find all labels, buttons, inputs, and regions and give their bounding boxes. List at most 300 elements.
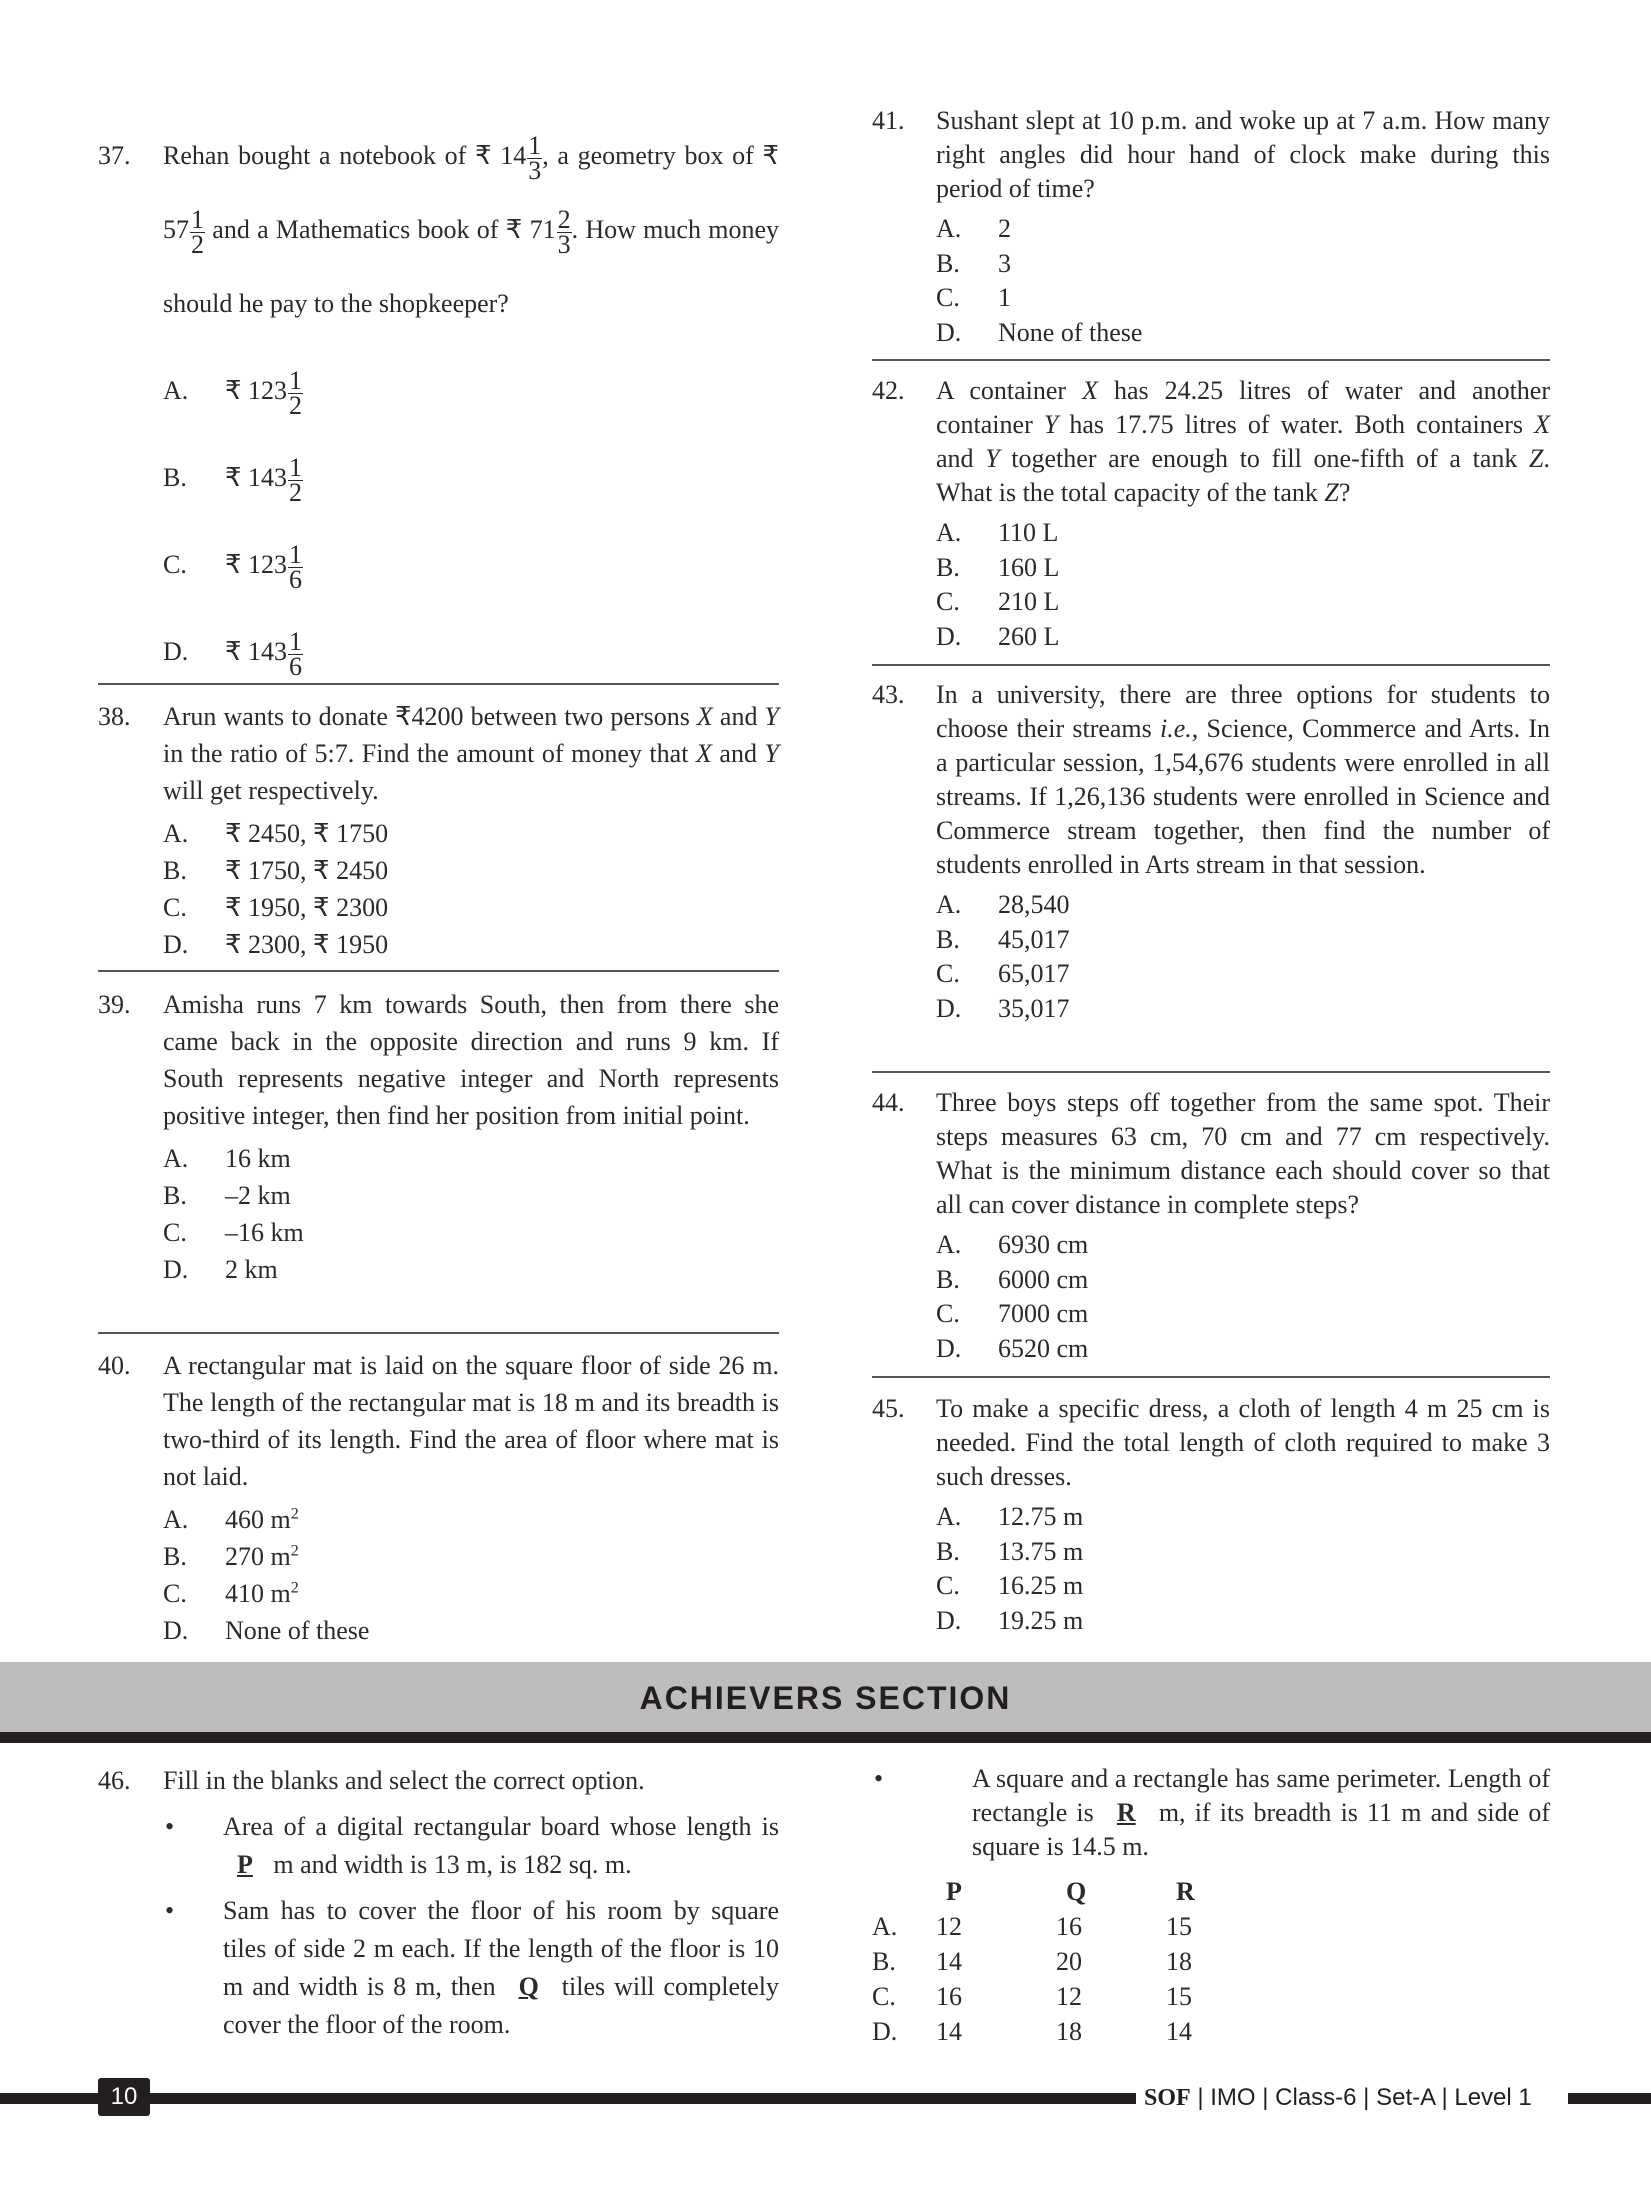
text-run: 160 L <box>998 552 1060 582</box>
text-run: ₹ 1750, ₹ 2450 <box>225 856 389 885</box>
option-a <box>936 516 1550 551</box>
text-run: and a Mathematics book of ₹ <box>205 215 530 244</box>
text-run: 35,017 <box>998 993 1070 1023</box>
mixed-fraction <box>248 539 303 594</box>
text-run: To make a specific dress, a cloth of length 4 m 25 cm is needed. Find the total length of cloth required to make 3 such dresses. <box>936 1394 1550 1491</box>
option-a <box>936 1500 1550 1535</box>
text-run: Three boys steps off together from the same spot. Their steps measures 63 cm, 70 cm and 77 cm respectively. What is the minimum distance each should cover so that all can cover distance in complete steps? <box>936 1088 1550 1219</box>
option-c <box>936 585 1550 620</box>
option-value <box>225 926 388 963</box>
table-row <box>872 1944 1372 1979</box>
text-run: ₹ <box>225 637 249 666</box>
option-value <box>998 212 1011 247</box>
option-d <box>163 1251 779 1288</box>
text-run: in the ratio of 5:7. Find the amount of money that <box>163 739 696 768</box>
question-44 <box>872 1086 1550 1366</box>
question-45 <box>872 1392 1550 1638</box>
table-row <box>872 1979 1372 2014</box>
footer-info <box>1144 2080 1532 2116</box>
column-header: P <box>946 1877 962 1906</box>
numerator: 1 <box>289 626 303 656</box>
text-run: 6000 cm <box>998 1264 1089 1294</box>
whole: 143 <box>248 463 288 492</box>
text-run: m, if its breadth is 11 m and side of square is 14.5 m. <box>972 1798 1550 1861</box>
text-run: 270 m <box>225 1542 291 1571</box>
question-37 <box>98 119 779 695</box>
option-letter: D. <box>163 930 189 959</box>
text-run: A rectangular mat is laid on the square floor of side 26 m. The length of the rectangular mat is 18 m and its breadth is two-third of its length. Find the area of floor where mat is not laid. <box>163 1351 779 1491</box>
text-run: ₹ 1950, ₹ 2300 <box>225 893 389 922</box>
option-b <box>936 923 1550 958</box>
page-number: 10 <box>98 2078 150 2116</box>
option-value <box>225 521 303 608</box>
divider <box>872 664 1550 666</box>
text-run: has 17.75 litres of water. Both containers <box>1058 410 1535 439</box>
denominator: 2 <box>289 477 303 507</box>
option-b <box>936 247 1550 282</box>
options-list <box>936 1500 1550 1638</box>
text-run: Amisha runs 7 km towards South, then from there she came back in the opposite direction and runs 9 km. If South represents negative integer and North represents positive integer, then find her position from initial point. <box>163 990 779 1130</box>
fraction <box>288 365 303 420</box>
variable: Z <box>1529 444 1544 473</box>
mixed-fraction <box>248 452 303 507</box>
question-43 <box>872 678 1550 1026</box>
text-run: 12.75 m <box>998 1502 1084 1531</box>
question-text <box>163 698 779 809</box>
option-a <box>163 347 779 434</box>
option-value <box>998 247 1011 282</box>
option-letter: B. <box>163 463 187 492</box>
option-value <box>225 1140 291 1177</box>
table-cell: 15 <box>1166 1912 1192 1941</box>
option-letter: C. <box>936 283 960 312</box>
question-number: 40. <box>98 1351 131 1380</box>
option-b <box>163 1538 779 1575</box>
text-run: 45,017 <box>998 924 1070 954</box>
question-text <box>936 678 1550 882</box>
option-c <box>163 1214 779 1251</box>
option-letter: D. <box>163 1616 189 1645</box>
divider <box>872 359 1550 361</box>
option-value <box>225 889 388 926</box>
fraction <box>190 204 205 259</box>
text-run: ₹ <box>225 550 249 579</box>
option-letter: A. <box>163 376 189 405</box>
options-list <box>163 1140 779 1288</box>
question-number: 43. <box>872 680 905 709</box>
option-value <box>998 1263 1088 1298</box>
text-run: Rehan bought a notebook of ₹ <box>163 141 501 170</box>
column-header: Q <box>1066 1877 1087 1906</box>
numerator: 1 <box>289 365 303 395</box>
fraction <box>288 452 303 507</box>
whole: 123 <box>248 376 288 405</box>
bullet-item <box>872 1762 1550 1864</box>
denominator: 6 <box>289 651 303 681</box>
option-a <box>936 212 1550 247</box>
option-b <box>936 1535 1550 1570</box>
blank: Q <box>518 1972 539 2001</box>
table-row <box>872 2014 1372 2049</box>
mixed-fraction <box>163 204 205 259</box>
option-value <box>225 1612 369 1649</box>
option-letter: A. <box>163 1505 189 1534</box>
option-value <box>998 1604 1083 1639</box>
option-value <box>998 620 1059 655</box>
options-list <box>163 1501 779 1649</box>
numerator: 1 <box>191 204 204 234</box>
option-value <box>225 434 303 521</box>
text-run: ? <box>1338 478 1351 507</box>
whole: 143 <box>248 637 288 666</box>
table-header <box>872 1874 1372 1909</box>
option-value <box>998 281 1011 316</box>
question-number: 44. <box>872 1088 905 1117</box>
variable: X <box>1534 410 1550 439</box>
option-letter: C. <box>936 959 960 988</box>
option-letter: C. <box>936 1299 960 1328</box>
variable: Y <box>985 444 1000 473</box>
table-cell: 12 <box>936 1912 962 1941</box>
option-letter: D. <box>936 621 962 651</box>
option-value <box>225 1214 304 1251</box>
superscript: 2 <box>290 1505 299 1523</box>
text-run: 6930 cm <box>998 1230 1089 1259</box>
option-letter: B. <box>163 1542 187 1571</box>
option-letter: A. <box>936 518 962 547</box>
text-run: 16 km <box>225 1144 291 1173</box>
option-d <box>163 926 779 963</box>
question-number: 38. <box>98 702 131 731</box>
option-c <box>936 281 1550 316</box>
option-c <box>163 1575 779 1612</box>
footer-rule <box>0 2093 1136 2104</box>
variable: Y <box>764 702 779 731</box>
text-run: –2 km <box>225 1181 291 1210</box>
text-run: together are enough to fill one-fifth of a tank <box>999 444 1530 473</box>
text-run: 65,017 <box>998 959 1070 988</box>
option-value <box>998 1500 1083 1535</box>
option-letter: B. <box>936 1536 960 1566</box>
options-list <box>936 516 1550 654</box>
question-38 <box>98 698 779 963</box>
text-run: , a geometry box of ₹ <box>542 141 779 170</box>
question-42 <box>872 374 1550 654</box>
whole: 14 <box>500 141 527 170</box>
option-letter: A. <box>163 1144 189 1173</box>
option-b <box>163 434 779 521</box>
option-letter: A. <box>936 1502 962 1531</box>
question-number: 41. <box>872 106 905 135</box>
question-41 <box>872 104 1550 350</box>
option-value <box>998 551 1059 586</box>
text-run: . How much money should he pay to the shopkeeper? <box>163 215 779 318</box>
text-run: and <box>711 739 765 768</box>
question-number: 39. <box>98 990 131 1019</box>
option-value <box>225 815 388 852</box>
option-d <box>163 608 779 695</box>
footer-rule <box>1568 2093 1651 2104</box>
divider <box>98 970 779 972</box>
option-letter: A. <box>936 890 962 919</box>
table-cell: 18 <box>1166 1947 1192 1976</box>
option-d <box>936 1332 1550 1367</box>
divider <box>98 1332 779 1334</box>
option-b <box>936 551 1550 586</box>
question-text <box>936 104 1550 206</box>
text-run: A square and a rectangle has same perimeter. Length of rectangle is <box>972 1764 1550 1827</box>
denominator: 3 <box>528 155 542 185</box>
option-letter: D. <box>872 2017 898 2046</box>
bullet-item <box>163 1808 779 1884</box>
variable: Z <box>1324 478 1339 507</box>
superscript: 2 <box>290 1579 299 1597</box>
bullet-item <box>163 1892 779 2044</box>
text-run: m and width is 13 m, is 182 sq. m. <box>266 1850 632 1879</box>
text-run: A container <box>936 376 1083 405</box>
text-run: , Science, Commerce and Arts. In a particular session, 1,54,676 students were enrolled in all streams. If 1,26,136 students were enrolled in Science and Commerce stream together, then find the number of students enrolled in Arts stream in that session. <box>936 714 1551 879</box>
option-d <box>936 992 1550 1027</box>
denominator: 2 <box>289 390 303 420</box>
text-run: will get respectively. <box>163 776 379 805</box>
text-run: Sushant slept at 10 p.m. and woke up at 7 a.m. How many right angles did hour hand of clock make during this period of time? <box>936 106 1550 203</box>
option-b <box>163 852 779 889</box>
option-letter: D. <box>163 637 189 666</box>
question-46-continued <box>872 1762 1550 1864</box>
table-cell: 14 <box>1166 2017 1192 2046</box>
option-letter: C. <box>936 1571 960 1600</box>
table-cell: 16 <box>1056 1912 1082 1941</box>
options-list <box>936 888 1550 1026</box>
mixed-fraction <box>248 626 303 681</box>
section-title: ACHIEVERS SECTION <box>639 1680 1012 1716</box>
whole: 57 <box>163 215 189 244</box>
option-d <box>936 1604 1550 1639</box>
options-list <box>936 212 1550 350</box>
option-value <box>225 1575 299 1612</box>
option-a <box>163 815 779 852</box>
text-run: In a university, there are three options for students to choose their streams <box>936 680 1550 743</box>
question-text <box>163 986 779 1134</box>
question-40 <box>98 1347 779 1649</box>
numerator: 1 <box>289 452 303 482</box>
fraction <box>557 204 572 259</box>
whole: 71 <box>529 215 556 244</box>
text-run: 3 <box>998 248 1011 278</box>
option-value <box>998 1569 1083 1604</box>
table-cell: 18 <box>1056 2017 1082 2046</box>
option-value <box>998 888 1070 923</box>
text-run: ₹ <box>225 463 249 492</box>
option-d <box>936 316 1550 351</box>
question-number: 42. <box>872 376 905 405</box>
numerator: 1 <box>528 130 542 160</box>
option-letter: C. <box>163 1579 187 1608</box>
question-text: Fill in the blanks and select the correct option. <box>163 1766 645 1795</box>
option-value <box>998 923 1070 958</box>
fraction <box>527 130 542 185</box>
variable: Y <box>764 739 779 768</box>
mixed-fraction <box>529 204 572 259</box>
option-letter: B. <box>872 1947 896 1976</box>
option-letter: B. <box>936 248 960 278</box>
column-header: R <box>1176 1877 1195 1906</box>
option-letter: D. <box>936 317 962 347</box>
question-text <box>163 1347 779 1495</box>
option-letter: D. <box>936 1333 962 1363</box>
blank: P <box>237 1850 253 1879</box>
option-value <box>998 1535 1083 1570</box>
numerator: 2 <box>557 204 571 234</box>
text-run: 13.75 m <box>998 1536 1084 1566</box>
fraction <box>288 626 303 681</box>
denominator: 6 <box>289 564 303 594</box>
table-cell: 14 <box>936 2017 962 2046</box>
option-value <box>225 1538 299 1575</box>
option-letter: C. <box>163 550 187 579</box>
option-value <box>998 992 1070 1027</box>
variable: Y <box>1043 410 1059 439</box>
numerator: 1 <box>289 539 303 569</box>
text-run: 460 m <box>225 1505 291 1534</box>
option-a <box>936 1228 1550 1263</box>
option-c <box>936 1297 1550 1332</box>
text-run: tiles will completely cover the floor of the room. <box>223 1972 779 2039</box>
option-value <box>225 608 303 695</box>
achievers-section-header <box>0 1662 1651 1743</box>
text-run: 7000 cm <box>998 1299 1089 1328</box>
option-value <box>998 957 1070 992</box>
whole: 123 <box>248 550 288 579</box>
text-run: Arun wants to donate ₹4200 between two persons <box>163 702 697 731</box>
denominator: 2 <box>191 229 204 259</box>
option-letter: A. <box>872 1912 898 1941</box>
option-letter: A. <box>936 1230 962 1259</box>
table-cell: 15 <box>1166 1982 1192 2011</box>
text-run: 16.25 m <box>998 1571 1084 1600</box>
footer-text: | IMO | Class-6 | Set-A | Level 1 <box>1197 2084 1532 2111</box>
fraction <box>288 539 303 594</box>
option-value <box>998 1228 1088 1263</box>
text-run: 2 <box>998 214 1011 243</box>
text-run: 19.25 m <box>998 1605 1084 1635</box>
text-run: 260 L <box>998 621 1060 651</box>
text-run: 110 L <box>998 518 1059 547</box>
sof-logo: SOF <box>1144 2085 1191 2111</box>
text-run: . What is the total capacity of the tank <box>936 444 1550 507</box>
option-value <box>225 852 388 889</box>
table-cell: 12 <box>1056 1982 1082 2011</box>
option-b <box>163 1177 779 1214</box>
option-letter: B. <box>163 856 187 885</box>
option-value <box>998 1297 1088 1332</box>
question-text <box>163 119 779 341</box>
question-39 <box>98 986 779 1288</box>
text-run: ₹ 2450, ₹ 1750 <box>225 819 389 848</box>
superscript: 2 <box>290 1542 299 1560</box>
text-run: Area of a digital rectangular board whose length is <box>223 1812 779 1841</box>
option-value <box>225 1177 291 1214</box>
table-cell: 16 <box>936 1982 962 2011</box>
text-run: ₹ 2300, ₹ 1950 <box>225 930 389 959</box>
question-46 <box>98 1762 779 2044</box>
option-d <box>936 620 1550 655</box>
option-d <box>163 1612 779 1649</box>
option-letter: B. <box>936 924 960 954</box>
option-letter: C. <box>163 1218 187 1247</box>
text-run: has 24.25 litres of water and another container <box>936 376 1551 439</box>
text-run: 6520 cm <box>998 1333 1089 1363</box>
question-text <box>936 1392 1550 1494</box>
mixed-fraction <box>248 365 303 420</box>
variable: X <box>695 739 712 768</box>
option-value <box>998 585 1059 620</box>
divider <box>872 1071 1550 1073</box>
text-run: None of these <box>225 1616 370 1645</box>
option-letter: D. <box>936 1605 962 1635</box>
question-text <box>936 1086 1550 1222</box>
option-value <box>998 1332 1088 1367</box>
variable: X <box>696 702 713 731</box>
table-cell: 14 <box>936 1947 962 1976</box>
denominator: 3 <box>557 229 571 259</box>
blank: R <box>1116 1798 1136 1827</box>
text-run: and <box>936 444 986 473</box>
option-a <box>163 1140 779 1177</box>
option-c <box>936 957 1550 992</box>
text-run: Sam has to cover the floor of his room by square tiles of side 2 m each. If the length of the floor is 10 m and width is 8 m, then <box>223 1896 779 2001</box>
question-text <box>936 374 1550 510</box>
option-letter: A. <box>936 214 962 243</box>
option-value <box>998 316 1142 351</box>
option-value <box>225 1251 278 1288</box>
mixed-fraction <box>500 130 542 185</box>
text-run: 2 km <box>225 1255 278 1284</box>
text-run: 410 m <box>225 1579 291 1608</box>
question-number: 37. <box>98 141 131 170</box>
divider <box>872 1376 1550 1378</box>
option-letter: A. <box>163 819 189 848</box>
option-letter: D. <box>936 993 962 1023</box>
option-a <box>163 1501 779 1538</box>
option-b <box>936 1263 1550 1298</box>
text-run: 1 <box>998 283 1011 312</box>
option-letter: C. <box>163 893 187 922</box>
option-value <box>225 347 303 434</box>
text-run: ₹ <box>225 376 249 405</box>
option-letter: D. <box>163 1255 189 1284</box>
table-row <box>872 1909 1372 1944</box>
variable: i.e. <box>1160 714 1192 743</box>
options-list <box>936 1228 1550 1366</box>
options-list <box>163 815 779 963</box>
option-letter: B. <box>163 1181 187 1210</box>
variable: X <box>1082 376 1098 405</box>
option-letter: C. <box>936 587 960 616</box>
option-c <box>163 889 779 926</box>
option-value <box>998 516 1058 551</box>
option-a <box>936 888 1550 923</box>
answer-table <box>872 1874 1372 2049</box>
option-c <box>163 521 779 608</box>
option-letter: C. <box>872 1982 896 2011</box>
spacer <box>872 1874 936 1909</box>
option-letter: B. <box>936 552 960 582</box>
question-number: 46. <box>98 1766 131 1795</box>
options-list <box>163 347 779 695</box>
text-run: –16 km <box>225 1218 304 1247</box>
text-run: 28,540 <box>998 890 1070 919</box>
